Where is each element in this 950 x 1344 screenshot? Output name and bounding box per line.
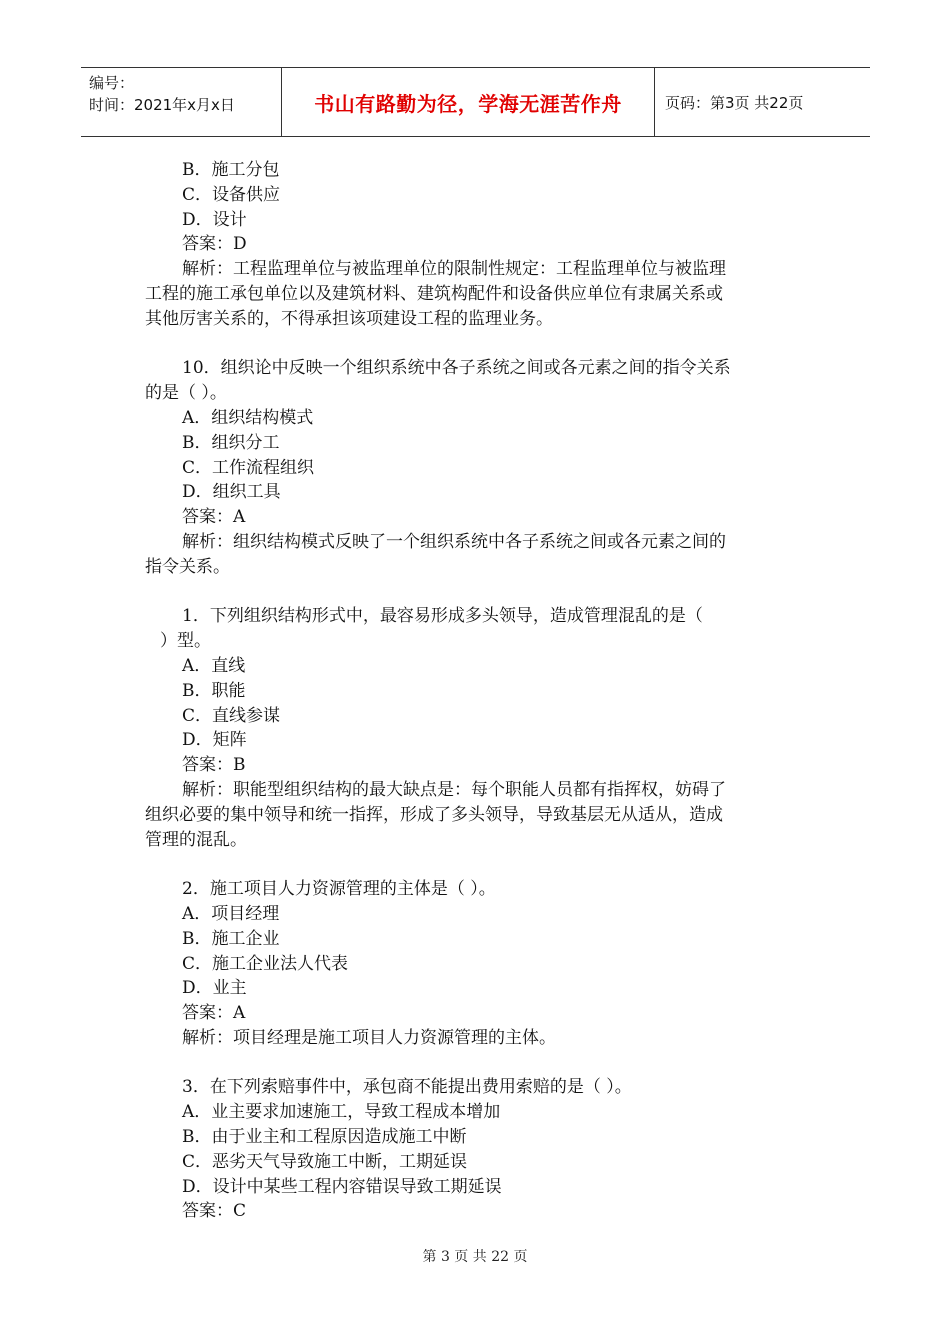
document-number-label: 编号： xyxy=(89,74,135,92)
text-line: 解析：项目经理是施工项目人力资源管理的主体。 xyxy=(182,1027,556,1048)
header-page-label: 页码：第3页 共22页 xyxy=(665,93,804,112)
page-footer: 第 3 页 共 22 页 xyxy=(422,1249,528,1265)
text-line: D．业主 xyxy=(182,978,247,999)
text-line: 答案：B xyxy=(182,755,246,776)
text-line: 工程的施工承包单位以及建筑材料、建筑构配件和设备供应单位有隶属关系或 xyxy=(145,283,723,304)
text-line: A．组织结构模式 xyxy=(182,407,314,428)
text-line: 指令关系。 xyxy=(145,556,230,577)
text-line: 答案：D xyxy=(182,234,247,255)
header-meta xyxy=(81,68,281,136)
text-line: 答案：C xyxy=(182,1201,247,1222)
paragraph-spacer xyxy=(145,852,805,877)
document-time-label: 时间：2021年x月x日 xyxy=(89,96,235,114)
text-line: C．恶劣天气导致施工中断，工期延误 xyxy=(182,1151,468,1172)
paragraph-spacer xyxy=(145,332,805,357)
text-line: A．项目经理 xyxy=(182,903,280,924)
text-line: A．业主要求加速施工，导致工程成本增加 xyxy=(182,1102,501,1123)
page-header xyxy=(81,67,870,137)
text-line: 3．在下列索赔事件中，承包商不能提出费用索赔的是（ ）。 xyxy=(182,1077,632,1098)
text-line: D．设计中某些工程内容错误导致工期延误 xyxy=(182,1176,502,1197)
text-line: D．矩阵 xyxy=(182,730,247,751)
text-line: B．职能 xyxy=(182,680,246,701)
header-motto: 书山有路勤为径，学海无涯苦作舟 xyxy=(281,68,655,136)
text-line: 解析：职能型组织结构的最大缺点是：每个职能人员都有指挥权，妨碍了 xyxy=(182,779,726,800)
text-line: C．施工企业法人代表 xyxy=(182,953,349,974)
text-line: A．直线 xyxy=(182,655,246,676)
paragraph-spacer xyxy=(145,1051,805,1076)
text-line: B．由于业主和工程原因造成施工中断 xyxy=(182,1127,467,1148)
text-line: 组织必要的集中领导和统一指挥，形成了多头领导，导致基层无从适从，造成 xyxy=(145,804,723,825)
paragraph-spacer xyxy=(145,580,805,605)
text-line: C．直线参谋 xyxy=(182,705,281,726)
text-line: 的是（ ）。 xyxy=(145,383,227,404)
text-line: ）型。 xyxy=(160,631,211,652)
text-line: 解析：工程监理单位与被监理单位的限制性规定：工程监理单位与被监理 xyxy=(182,259,726,280)
text-line: 管理的混乱。 xyxy=(145,829,247,850)
text-line: D．组织工具 xyxy=(182,482,281,503)
document-body xyxy=(145,158,805,1224)
text-line: C．设备供应 xyxy=(182,184,281,205)
text-line: 答案：A xyxy=(182,1003,246,1024)
text-line: 1．下列组织结构形式中，最容易形成多头领导，造成管理混乱的是（ xyxy=(182,606,703,627)
text-line: C．工作流程组织 xyxy=(182,457,315,478)
text-line: D．设计 xyxy=(182,209,247,230)
text-line: B．组织分工 xyxy=(182,432,280,453)
text-line: B．施工分包 xyxy=(182,160,280,180)
text-line: 其他厉害关系的，不得承担该项建设工程的监理业务。 xyxy=(145,308,553,329)
text-line: 解析：组织结构模式反映了一个组织系统中各子系统之间或各元素之间的 xyxy=(182,531,726,552)
text-line: 2．施工项目人力资源管理的主体是（ ）。 xyxy=(182,879,496,900)
text-line: 10．组织论中反映一个组织系统中各子系统之间或各元素之间的指令关系 xyxy=(182,358,731,379)
text-line: 答案：A xyxy=(182,507,246,528)
text-line: B．施工企业 xyxy=(182,928,280,949)
